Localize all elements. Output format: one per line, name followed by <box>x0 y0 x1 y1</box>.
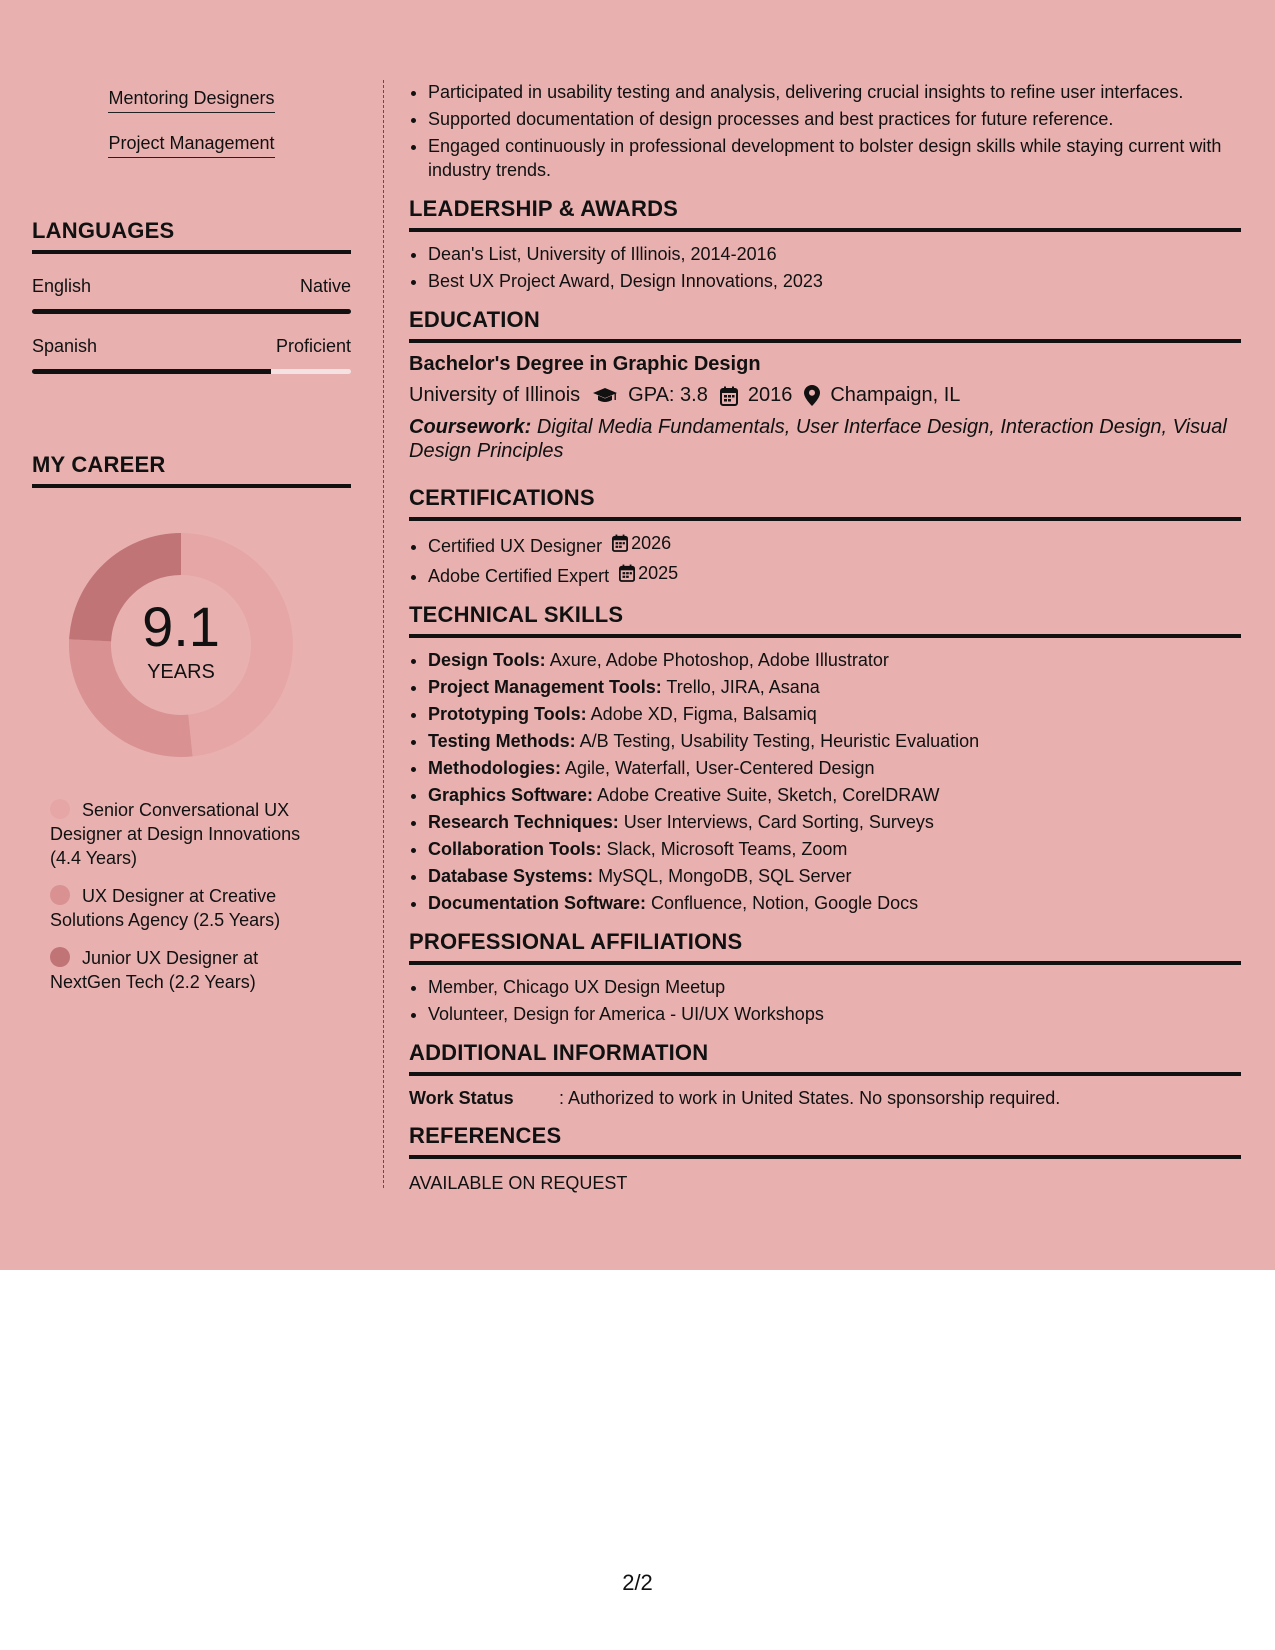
skill-label: Documentation Software: <box>428 893 647 913</box>
language-bar-fill <box>32 369 271 374</box>
cert-name: Adobe Certified Expert <box>428 566 610 586</box>
skill-label: Graphics Software: <box>428 785 594 805</box>
language-level: Proficient <box>275 336 351 356</box>
skill-value: Adobe XD, Figma, Balsamiq <box>590 704 817 724</box>
education-meta <box>409 384 1241 407</box>
school-location: Champaign, IL <box>830 384 961 406</box>
skill-label: Project Management Tools: <box>428 677 662 697</box>
languages-heading: LANGUAGES <box>32 218 351 254</box>
skill-value: User Interviews, Card Sorting, Surveys <box>623 812 934 832</box>
skill-tags <box>32 80 351 170</box>
language-spanish <box>32 336 351 374</box>
technical-skills-list <box>409 648 1241 915</box>
list-item <box>428 675 1241 699</box>
skill-value: Trello, JIRA, Asana <box>666 677 820 697</box>
career-heading: MY CAREER <box>32 452 351 488</box>
career-legend <box>50 798 320 994</box>
leadership-list <box>409 242 1241 293</box>
skill-label: Testing Methods: <box>428 731 576 751</box>
skill-value: Agile, Waterfall, User-Centered Design <box>565 758 875 778</box>
certifications-list <box>409 531 1241 588</box>
list-item: • Best UX Project Award, Design Innovations, 2023 <box>428 269 1241 293</box>
calendar-icon <box>612 534 628 552</box>
list-item: • Supported documentation of design processes and best practices for future reference. <box>428 107 1241 131</box>
column-divider <box>383 80 384 1188</box>
legend-item <box>50 798 320 870</box>
affiliations-heading: PROFESSIONAL AFFILIATIONS <box>409 929 1241 965</box>
skill-label: Design Tools: <box>428 650 546 670</box>
list-item <box>428 837 1241 861</box>
legend-dot <box>50 799 70 819</box>
list-item: • Volunteer, Design for America - UI/UX Workshops <box>428 1002 1241 1026</box>
coursework-list: Digital Media Fundamentals, User Interface Design, Interaction Design, Visual Design Principles <box>409 416 1227 462</box>
list-item <box>428 783 1241 807</box>
main-content <box>409 80 1241 1194</box>
language-english <box>32 276 351 314</box>
language-bar <box>32 369 351 374</box>
work-status <box>409 1088 1241 1109</box>
career-donut <box>66 530 296 760</box>
language-bar <box>32 309 351 314</box>
list-item <box>428 810 1241 834</box>
legend-label: Senior Conversational UX Designer at Design Innovations (4.4 Years) <box>50 800 301 868</box>
list-item: • Participated in usability testing and analysis, delivering crucial insights to refine user interfaces. <box>428 80 1241 104</box>
legend-dot <box>50 947 70 967</box>
references-text: AVAILABLE ON REQUEST <box>409 1173 628 1193</box>
legend-label: UX Designer at Creative Solutions Agency (2.5 Years) <box>50 886 281 930</box>
coursework <box>409 415 1241 463</box>
skill-label: Collaboration Tools: <box>428 839 602 859</box>
skill-value: Confluence, Notion, Google Docs <box>651 893 919 913</box>
list-item <box>428 864 1241 888</box>
legend-dot <box>50 885 70 905</box>
experience-bullets <box>409 80 1241 182</box>
career-unit: YEARS <box>147 660 215 683</box>
graduation-year: 2016 <box>747 384 793 406</box>
skill-tag: Project Management <box>108 133 274 158</box>
list-item: • Member, Chicago UX Design Meetup <box>428 975 1241 999</box>
coursework-label: Coursework: <box>409 416 532 438</box>
legend-item <box>50 946 320 994</box>
cert-year: 2026 <box>631 533 672 553</box>
work-status-label: Work Status <box>409 1088 514 1108</box>
list-item <box>428 648 1241 672</box>
career-total: 9.1 <box>142 594 220 658</box>
certifications-heading: CERTIFICATIONS <box>409 485 1241 521</box>
location-pin-icon <box>804 385 820 406</box>
skill-value: A/B Testing, Usability Testing, Heuristic Evaluation <box>579 731 980 751</box>
calendar-icon <box>619 564 635 582</box>
list-item: • Engaged continuously in professional development to bolster design skills while staying current with industry trends. <box>428 134 1241 182</box>
school-name: University of Illinois <box>409 384 581 406</box>
list-item <box>428 561 1241 588</box>
gpa: GPA: 3.8 <box>628 384 708 406</box>
leadership-heading: LEADERSHIP & AWARDS <box>409 196 1241 232</box>
additional-info-heading: ADDITIONAL INFORMATION <box>409 1040 1241 1076</box>
list-item <box>428 702 1241 726</box>
list-item: • Dean's List, University of Illinois, 2014-2016 <box>428 242 1241 266</box>
affiliations-list <box>409 975 1241 1026</box>
skill-value: MySQL, MongoDB, SQL Server <box>598 866 852 886</box>
degree-title: Bachelor's Degree in Graphic Design <box>409 353 761 375</box>
work-status-value: : Authorized to work in United States. No sponsorship required. <box>559 1088 1061 1108</box>
page-number: 2/2 <box>622 1570 653 1595</box>
legend-label: Junior UX Designer at NextGen Tech (2.2 Years) <box>50 948 259 992</box>
sidebar <box>32 80 351 1008</box>
list-item <box>428 756 1241 780</box>
language-name: Spanish <box>32 336 98 356</box>
cert-name: Certified UX Designer <box>428 536 603 556</box>
language-bar-fill <box>32 309 351 314</box>
skill-value: Axure, Adobe Photoshop, Adobe Illustrator <box>549 650 889 670</box>
education-heading: EDUCATION <box>409 307 1241 343</box>
list-item <box>428 729 1241 753</box>
list-item <box>428 891 1241 915</box>
technical-skills-heading: TECHNICAL SKILLS <box>409 602 1241 638</box>
legend-item <box>50 884 320 932</box>
skill-value: Adobe Creative Suite, Sketch, CorelDRAW <box>597 785 940 805</box>
skill-label: Research Techniques: <box>428 812 619 832</box>
cert-year: 2025 <box>638 563 679 583</box>
language-name: English <box>32 276 92 296</box>
skill-label: Prototyping Tools: <box>428 704 587 724</box>
references-heading: REFERENCES <box>409 1123 1241 1159</box>
skill-label: Methodologies: <box>428 758 561 778</box>
skill-tag: Mentoring Designers <box>108 88 274 113</box>
skill-label: Database Systems: <box>428 866 594 886</box>
language-level: Native <box>299 276 351 296</box>
skill-value: Slack, Microsoft Teams, Zoom <box>606 839 848 859</box>
list-item <box>428 531 1241 558</box>
calendar-icon <box>720 386 738 406</box>
graduation-cap-icon <box>592 387 618 405</box>
